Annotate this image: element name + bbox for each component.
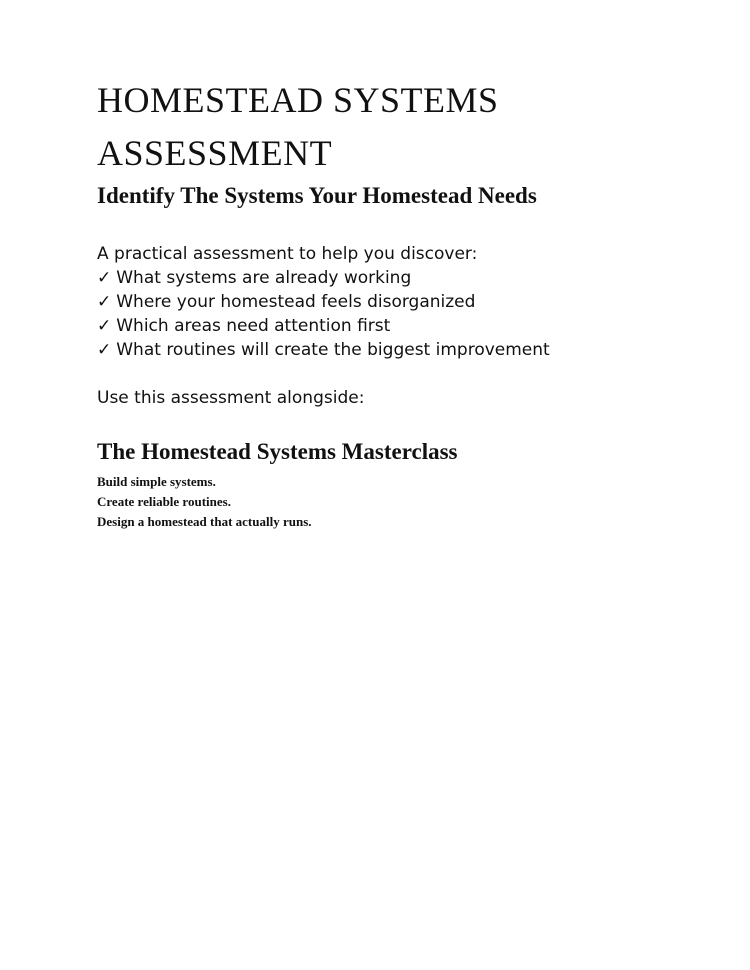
checklist-item xyxy=(97,338,697,362)
checkmark-icon: ✓ xyxy=(97,340,112,360)
document-title xyxy=(97,74,697,180)
use-with-text: Use this assessment alongside: xyxy=(97,388,365,408)
intro-text: A practical assessment to help you discover: xyxy=(97,244,478,264)
tagline: Build simple systems. xyxy=(97,474,216,489)
checklist-item-text: What routines will create the biggest improvement xyxy=(116,340,550,360)
checkmark-icon: ✓ xyxy=(97,316,112,336)
masterclass-taglines xyxy=(97,472,697,532)
checkmark-icon: ✓ xyxy=(97,268,112,288)
checkmark-icon: ✓ xyxy=(97,292,112,312)
tagline: Design a homestead that actually runs. xyxy=(97,514,312,529)
checklist-item-text: Where your homestead feels disorganized xyxy=(116,292,476,312)
checklist-item xyxy=(97,290,697,314)
tagline: Create reliable routines. xyxy=(97,494,231,509)
masterclass-title: The Homestead Systems Masterclass xyxy=(97,439,458,464)
checklist-item-text: What systems are already working xyxy=(116,268,412,288)
title-line-1: HOMESTEAD SYSTEMS xyxy=(97,80,499,120)
checklist-item xyxy=(97,266,697,290)
document-subtitle: Identify The Systems Your Homestead Needs xyxy=(97,183,537,208)
checklist xyxy=(97,266,697,362)
intro-section xyxy=(97,242,697,362)
title-line-2: ASSESSMENT xyxy=(97,133,333,173)
checklist-item xyxy=(97,314,697,338)
document-page xyxy=(97,74,697,532)
checklist-item-text: Which areas need attention first xyxy=(116,316,391,336)
